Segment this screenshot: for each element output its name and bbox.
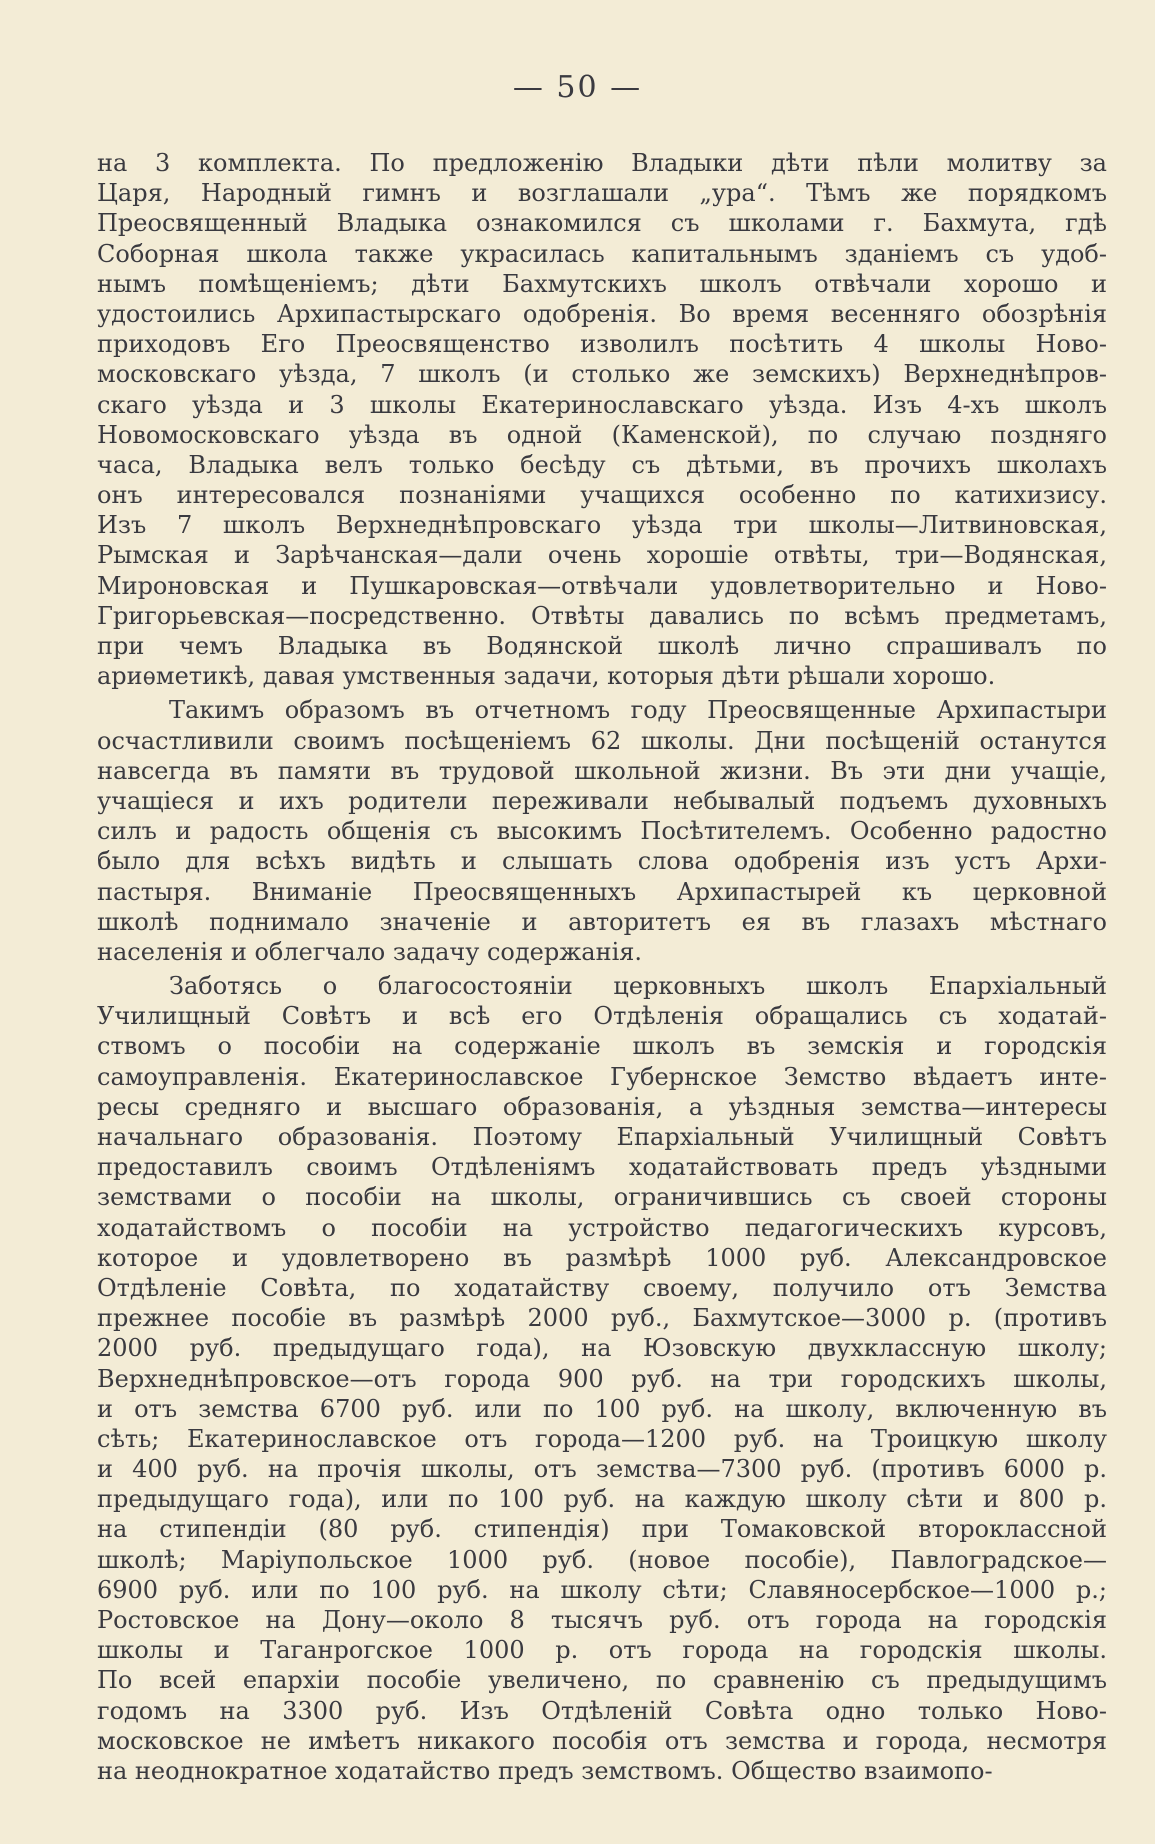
text-line: самоуправленія. Екатеринославское Губернское Земство вѣдаетъ инте- bbox=[97, 1062, 1107, 1091]
text-line: годомъ на 3300 руб. Изъ Отдѣленій Совѣта одно только Ново- bbox=[97, 1696, 1107, 1725]
text-line: силъ и радость общенія съ высокимъ Посѣтителемъ. Особенно радостно bbox=[97, 817, 1107, 846]
text-line: ствомъ о пособіи на содержаніе школъ въ земскія и городскія bbox=[97, 1032, 1107, 1061]
text-line: предыдущаго года), или по 100 руб. на каждую школу сѣти и 800 р. bbox=[97, 1485, 1107, 1514]
text-line: и 400 руб. на прочія школы, отъ земства—7300 руб. (противъ 6000 р. bbox=[97, 1455, 1107, 1484]
page-number: — 50 — bbox=[512, 70, 643, 105]
text-line: онъ интересовался познаніями учащихся особенно по катихизису. bbox=[97, 481, 1107, 510]
text-line: Мироновская и Пушкаровская—отвѣчали удовлетворительно и Ново- bbox=[97, 571, 1107, 600]
text-line: 6900 руб. или по 100 руб. на школу сѣти; Славяносербское—1000 р.; bbox=[97, 1575, 1107, 1604]
body-text bbox=[97, 148, 1107, 1790]
text-line: Такимъ образомъ въ отчетномъ году Преосвященные Архипастыри bbox=[169, 696, 1107, 725]
text-line: прежнее пособіе въ размѣрѣ 2000 руб., Бахмутское—3000 р. (противъ bbox=[97, 1304, 1107, 1333]
text-line: По всей епархіи пособіе увеличено, по сравненію съ предыдущимъ bbox=[97, 1666, 1107, 1695]
text-line: Григорьевская—посредственно. Отвѣты давались по всѣмъ предметамъ, bbox=[97, 601, 1107, 630]
text-line: ариѳметикѣ, давая умственныя задачи, которыя дѣти рѣшали хорошо. bbox=[97, 662, 996, 691]
text-line: было для всѣхъ видѣть и слышать слова одобренія изъ устъ Архи- bbox=[97, 847, 1107, 876]
text-line: нымъ помѣщеніемъ; дѣти Бахмутскихъ школъ отвѣчали хорошо и bbox=[97, 269, 1107, 298]
text-line: осчастливили своимъ посѣщеніемъ 62 школы. Дни посѣщеній останутся bbox=[97, 726, 1107, 755]
text-line: Училищный Совѣтъ и всѣ его Отдѣленія обращались съ ходатай- bbox=[97, 1002, 1107, 1031]
text-line: ресы средняго и высшаго образованія, а уѣздныя земства—интересы bbox=[97, 1092, 1107, 1121]
text-line: учащіеся и ихъ родители переживали небывалый подъемъ духовныхъ bbox=[97, 786, 1107, 815]
text-line: Преосвященный Владыка ознакомился съ школами г. Бахмута, гдѣ bbox=[97, 209, 1107, 238]
text-line: приходовъ Его Преосвященство изволилъ посѣтить 4 школы Ново- bbox=[97, 330, 1107, 359]
text-line: населенія и облегчало задачу содержанія. bbox=[97, 937, 643, 966]
text-line: 2000 руб. предыдущаго года), на Юзовскую двухклассную школу; bbox=[97, 1334, 1107, 1363]
text-line: часа, Владыка велъ только бесѣду съ дѣтьми, въ прочихъ школахъ bbox=[97, 450, 1107, 479]
text-line: которое и удовлетворено въ размѣрѣ 1000 руб. Александровское bbox=[97, 1243, 1107, 1272]
text-line: скаго уѣзда и 3 школы Екатеринославскаго уѣзда. Изъ 4-хъ школъ bbox=[97, 390, 1107, 419]
text-line: Ростовское на Дону—около 8 тысячъ руб. отъ города на городскія bbox=[97, 1606, 1107, 1634]
text-line: школѣ; Маріупольское 1000 руб. (новое пособіе), Павлоградское— bbox=[97, 1545, 1107, 1574]
text-line: Соборная школа также украсилась капитальнымъ зданіемъ съ удоб- bbox=[97, 239, 1107, 268]
text-line: Царя, Народный гимнъ и возглашали „ура“. Тѣмъ же порядкомъ bbox=[97, 179, 1107, 208]
paragraph bbox=[97, 695, 1107, 967]
text-line: Рымская и Зарѣчанская—дали очень хорошіе отвѣты, три—Водянская, bbox=[97, 541, 1107, 570]
text-line: удостоились Архипастырскаго одобренія. Во время весенняго обозрѣнія bbox=[97, 299, 1107, 328]
text-line: московскаго уѣзда, 7 школъ (и столько же земскихъ) Верхнеднѣпров- bbox=[97, 360, 1107, 389]
paragraph bbox=[97, 148, 1107, 691]
text-line: при чемъ Владыка въ Водянской школѣ лично спрашивалъ по bbox=[97, 632, 1107, 660]
text-line: земствами о пособіи на школы, ограничившись съ своей стороны bbox=[97, 1183, 1107, 1212]
text-line: ходатайствомъ о пособіи на устройство педагогическихъ курсовъ, bbox=[97, 1213, 1107, 1242]
text-line: начальнаго образованія. Поэтому Епархіальный Училищный Совѣтъ bbox=[97, 1123, 1107, 1151]
text-line: на 3 комплекта. По предложенію Владыки дѣти пѣли молитву за bbox=[97, 149, 1107, 177]
text-line: на стипендіи (80 руб. стипендія) при Томаковской второклассной bbox=[97, 1515, 1107, 1544]
text-line: на неоднократное ходатайство предъ земствомъ. Общество взаимопо- bbox=[97, 1756, 993, 1785]
text-line: и отъ земства 6700 руб. или по 100 руб. на школу, включенную въ bbox=[97, 1394, 1107, 1423]
text-line: школѣ поднимало значеніе и авторитетъ ея въ глазахъ мѣстнаго bbox=[97, 907, 1107, 936]
text-line: Отдѣленіе Совѣта, по ходатайству своему, получило отъ Земства bbox=[97, 1273, 1107, 1302]
text-line: Заботясь о благосостояніи церковныхъ школъ Епархіальный bbox=[169, 972, 1107, 1001]
text-line: московское не имѣетъ никакого пособія отъ земства и города, несмотря bbox=[97, 1726, 1107, 1755]
text-line: сѣть; Екатеринославское отъ города—1200 руб. на Троицкую школу bbox=[97, 1424, 1107, 1453]
text-line: Верхнеднѣпровское—отъ города 900 руб. на три городскихъ школы, bbox=[97, 1364, 1107, 1393]
text-line: Новомосковскаго уѣзда въ одной (Каменской), по случаю поздняго bbox=[97, 420, 1107, 449]
text-line: Изъ 7 школъ Верхнеднѣпровскаго уѣзда три школы—Литвиновская, bbox=[97, 511, 1107, 540]
paragraph bbox=[97, 971, 1107, 1786]
text-line: предоставилъ своимъ Отдѣленіямъ ходатайствовать предъ уѣздными bbox=[97, 1153, 1107, 1182]
text-line: школы и Таганрогское 1000 р. отъ города на городскія школы. bbox=[97, 1636, 1107, 1665]
text-line: навсегда въ памяти въ трудовой школьной жизни. Въ эти дни учащіе, bbox=[97, 756, 1107, 785]
text-line: пастыря. Вниманіе Преосвященныхъ Архипастырей къ церковной bbox=[97, 877, 1107, 906]
